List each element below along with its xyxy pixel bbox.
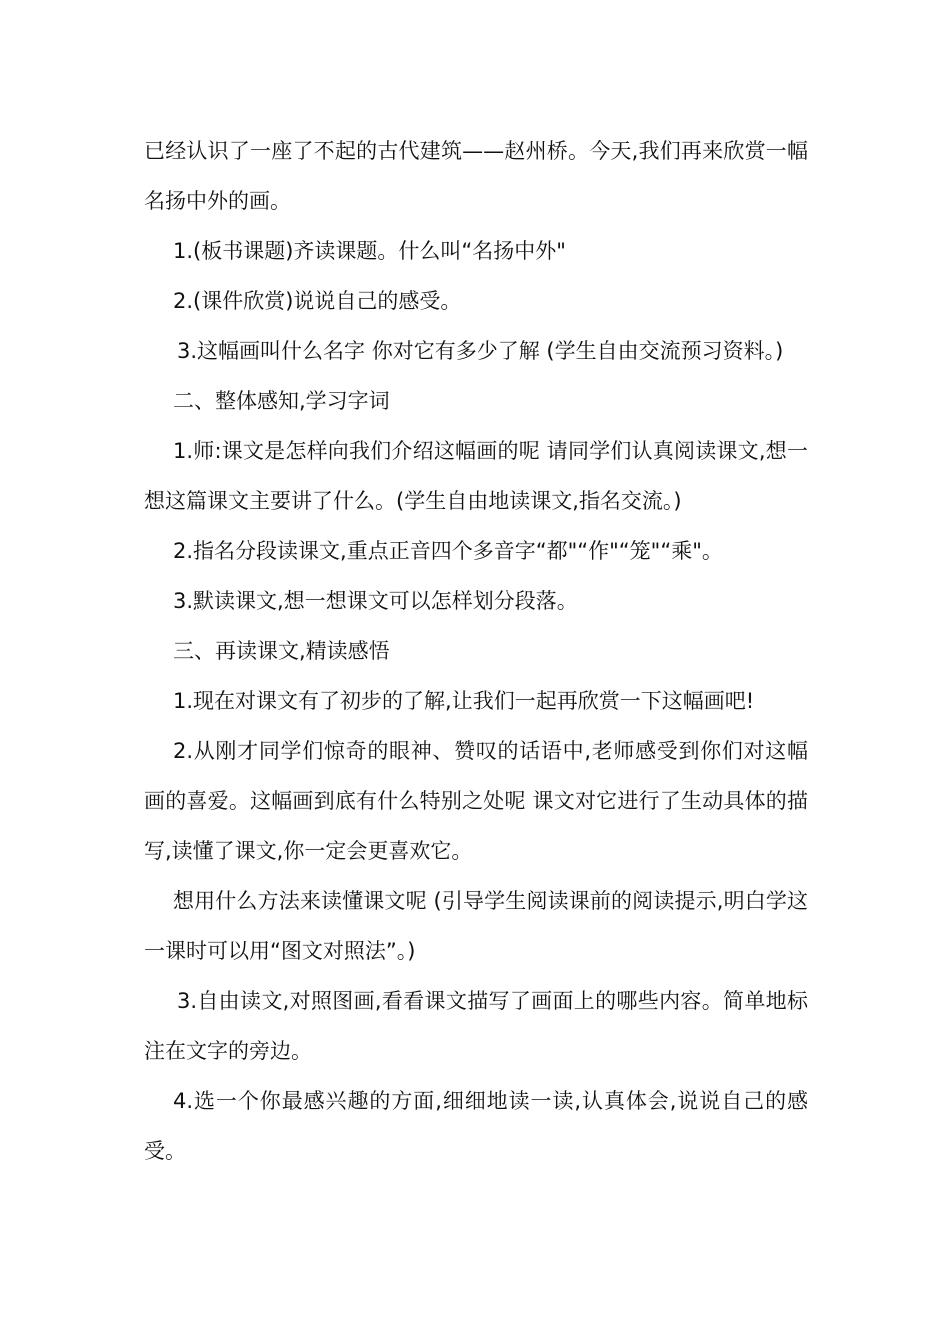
section-heading-3: 三、再读课文,精读感悟 bbox=[173, 639, 390, 663]
document-body bbox=[144, 126, 808, 1176]
paragraph-section3-method: 想用什么方法来读懂课文呢 (引导学生阅读课前的阅读提示,明白学这一课时可以用“图文对照法”。) bbox=[144, 889, 808, 963]
section-heading-2: 二、整体感知,学习字词 bbox=[173, 389, 390, 413]
paragraph-step-1: 1.(板书课题)齐读课题。什么叫“名扬中外" bbox=[173, 239, 566, 263]
paragraph-section3-1: 1.现在对课文有了初步的了解,让我们一起再欣赏一下这幅画吧! bbox=[173, 689, 755, 713]
paragraph-section2-1: 1.师:课文是怎样向我们介绍这幅画的呢 请同学们认真阅读课文,想一想这篇课文主要讲了什么。(学生自由地读课文,指名交流。) bbox=[144, 439, 808, 513]
paragraph-section2-2: 2.指名分段读课文,重点正音四个多音字“都"“作"“笼"“乘"。 bbox=[173, 539, 723, 563]
paragraph-step-3: 3.这幅画叫什么名字 你对它有多少了解 (学生自由交流预习资料。) bbox=[177, 339, 784, 363]
paragraph-section3-3: 3.自由读文,对照图画,看看课文描写了画面上的哪些内容。简单地标注在文字的旁边。 bbox=[144, 989, 808, 1063]
paragraph-intro: 已经认识了一座了不起的古代建筑——赵州桥。今天,我们再来欣赏一幅名扬中外的画。 bbox=[144, 139, 808, 213]
paragraph-section3-2: 2.从刚才同学们惊奇的眼神、赞叹的话语中,老师感受到你们对这幅画的喜爱。这幅画到底有什么特别之处呢 课文对它进行了生动具体的描写,读懂了课文,你一定会更喜欢它。 bbox=[144, 739, 808, 863]
paragraph-step-2: 2.(课件欣赏)说说自己的感受。 bbox=[173, 289, 462, 313]
paragraph-section2-3: 3.默读课文,想一想课文可以怎样划分段落。 bbox=[173, 589, 578, 613]
paragraph-section3-4: 4.选一个你最感兴趣的方面,细细地读一读,认真体会,说说自己的感受。 bbox=[144, 1089, 808, 1163]
